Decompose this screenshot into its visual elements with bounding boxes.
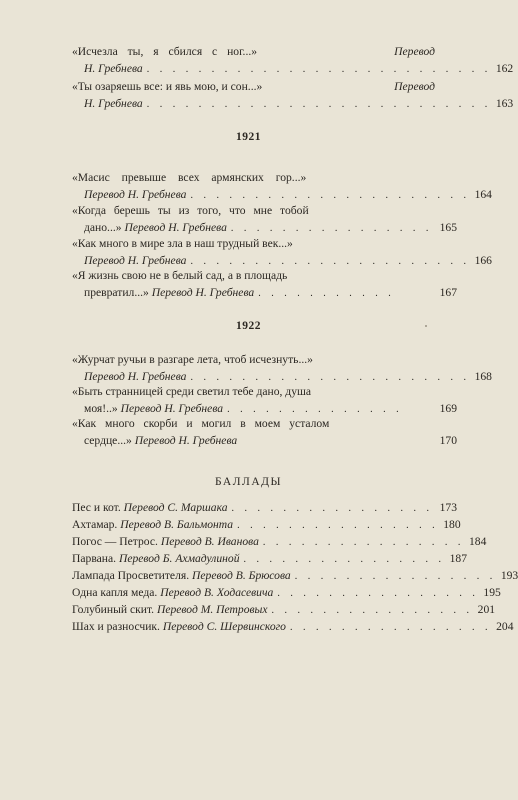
ballad-title: Лампада Просветителя. [72, 569, 190, 582]
entry-title-cont: сердце...» [84, 433, 132, 447]
leader-dots: . . . . . . . . . . . . . . . . . . . . . . . . . . . [146, 98, 492, 110]
toc-entry [72, 416, 457, 449]
leader-dots: . . . . . . . . . . . . . . . . . . . . . . [190, 189, 470, 201]
ballad-translator: Перевод Б. Ахмадулиной [118, 552, 240, 565]
page-number: 173 [439, 501, 457, 514]
leader-dots: . . . . . . . . . . . . . . . . [289, 622, 492, 633]
leader-dots: . . . . . . . . . . . . . . . . . . . . . . [190, 255, 470, 267]
entry-title-cont: превратил...» [84, 285, 149, 299]
leader-dots: . . . . . . . . . . . . . . . . [262, 537, 465, 548]
leader-dots: . . . . . . . . . . . . . . . . . . . . . . [190, 371, 470, 383]
leader-dots: . . . . . . . . . . . . . . . . [271, 605, 474, 616]
ballad-title: Погос — Петрос. [72, 535, 158, 548]
page-number: 168 [474, 369, 492, 383]
page-number: 164 [474, 187, 492, 201]
entry-title: «Журчат ручьи в разгаре лета, чтоб исчезнуть...» [72, 353, 313, 366]
leader-dots: . . . . . . . . . . . . . . . . [237, 520, 439, 531]
toc-entry [72, 268, 457, 302]
entry-title: «Исчезла ты, я сбился с ног...» [72, 45, 258, 58]
ballad-title: Парвана. [72, 552, 117, 565]
leader-dots: . . . . . . . . . . . . . . . . [243, 554, 446, 565]
paper-speck [425, 325, 427, 327]
page-number: 184 [469, 535, 487, 548]
ballad-translator: Перевод В. Иванова [160, 535, 259, 548]
entry-title: «Когда берешь ты из того, что мне тобой [72, 204, 309, 217]
toc-entry [72, 236, 492, 270]
ballad-entry [72, 568, 518, 584]
ballad-title: Голубиный скит. [72, 603, 155, 616]
entry-translator: Перевод Н. Гребнева [124, 220, 227, 234]
leader-dots: . . . . . . . . . . . . . . [227, 403, 403, 415]
entry-title: «Я жизнь свою не в белый сад, а в площадь [72, 269, 288, 282]
entry-title-cont: моя!..» [84, 401, 118, 415]
entry-title-cont: дано...» [84, 220, 122, 234]
leader-dots: . . . . . . . . . . . . . . . . [294, 571, 497, 582]
page-number: 201 [477, 603, 496, 616]
page-number: 204 [496, 620, 514, 633]
page-number: 162 [495, 61, 514, 75]
leader-dots: . . . . . . . . . . . . . . . . [230, 222, 433, 234]
page-number: 165 [439, 220, 457, 234]
entry-title: «Ты озаряешь все: и явь мою, и сон...» [72, 80, 263, 93]
leader-dots: . . . . . . . . . . . . . . . . . . . . . . . . . . . [146, 63, 492, 75]
entry-title: «Быть странницей среди светил тебе дано, душа [72, 385, 312, 398]
page-number: 163 [495, 96, 514, 110]
ballad-entry [72, 619, 514, 635]
page-number: 166 [474, 253, 492, 267]
page-number: 193 [500, 569, 518, 582]
ballad-translator: Перевод С. Маршака [123, 501, 228, 514]
year-heading: 1922 [236, 320, 261, 332]
entry-title: «Как много скорби и могил в моем усталом [72, 417, 330, 430]
ballad-title: Ахтамар. [72, 518, 118, 531]
ballad-translator: Перевод В. Ходасевича [160, 586, 274, 599]
ballad-translator: Перевод В. Бальмонта [120, 518, 234, 531]
page-number: 187 [449, 552, 468, 565]
entry-translator: Перевод Н. Гребнева [84, 253, 187, 267]
leader-dots: . . . . . . . . . . . [258, 287, 395, 299]
toc-entry [72, 352, 492, 386]
toc-entry [72, 170, 492, 204]
page-number: 195 [483, 586, 501, 599]
ballad-entry [72, 585, 501, 601]
entry-translator: Перевод Н. Гребнева [134, 433, 238, 447]
ballad-entry [72, 602, 496, 618]
ballad-entry [72, 551, 468, 567]
ballad-title: Пес и кот. [72, 501, 121, 514]
page-number: 180 [443, 518, 461, 531]
toc-entry [72, 384, 457, 418]
entry-title: «Как много в мире зла в наш трудный век...» [72, 237, 293, 250]
ballad-entry [72, 534, 487, 550]
entry-translator: Н. Гребнева [84, 61, 143, 75]
entry-translator: Перевод Н. Гребнева [84, 369, 187, 383]
toc-entry [72, 203, 457, 237]
year-heading: 1921 [236, 131, 261, 143]
page-number: 170 [439, 433, 457, 447]
entry-translator: Н. Гребнева [84, 96, 143, 110]
entry-translator: Перевод Н. Гребнева [84, 187, 187, 201]
entry-translator: Перевод [394, 45, 435, 58]
leader-dots: . . . . . . . . . . . . . . . . [231, 503, 434, 514]
toc-entry [72, 79, 514, 113]
page-number: 169 [439, 401, 457, 415]
entry-title: «Масис превыше всех армянских гор...» [72, 171, 307, 184]
page-number: 167 [439, 285, 457, 299]
leader-dots: . . . . . . . . . . . . . . . . [277, 588, 479, 599]
entry-translator: Перевод Н. Гребнева [120, 401, 224, 415]
ballad-title: Шах и разносчик. [72, 620, 160, 633]
entry-translator: Перевод [394, 80, 435, 93]
ballad-entry [72, 500, 457, 516]
ballad-title: Одна капля меда. [72, 586, 158, 599]
ballad-translator: Перевод С. Шервинского [162, 620, 286, 633]
toc-entry [72, 44, 514, 78]
ballad-translator: Перевод В. Брюсова [192, 569, 291, 582]
section-heading: БАЛЛАДЫ [214, 476, 283, 488]
ballad-entry [72, 517, 461, 533]
ballad-translator: Перевод М. Петровых [156, 603, 268, 616]
entry-translator: Перевод Н. Гребнева [151, 285, 255, 299]
